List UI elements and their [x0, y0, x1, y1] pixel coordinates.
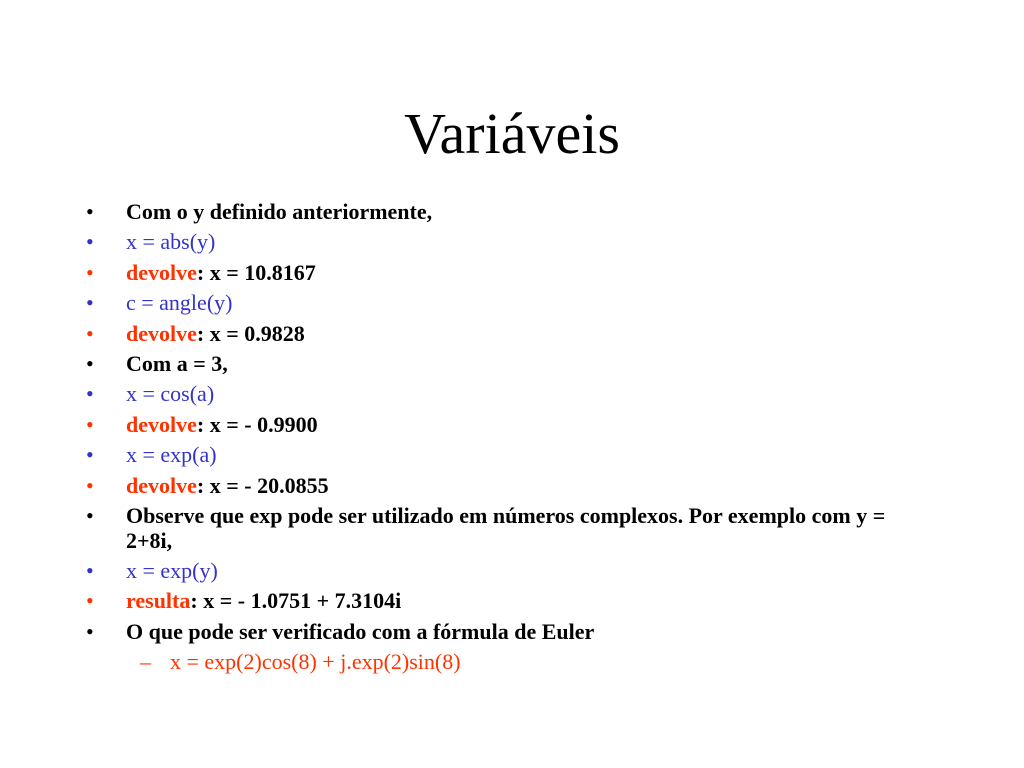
list-item — [0, 227, 1024, 257]
bullet-icon: • — [86, 259, 94, 285]
result-keyword: devolve — [126, 411, 197, 437]
list-item — [0, 556, 1024, 586]
bullet-icon: • — [86, 290, 94, 316]
bullet-icon: • — [86, 618, 94, 644]
bullet-list — [0, 197, 1024, 677]
list-item — [0, 410, 1024, 440]
formula-text: x = exp(2)cos(8) + j.exp(2)sin(8) — [170, 649, 461, 675]
list-item — [0, 319, 1024, 349]
sub-list-item — [0, 647, 1024, 677]
result-value: : x = - 20.0855 — [196, 472, 329, 498]
code-text: c = angle(y) — [126, 290, 233, 316]
bullet-text: Com a = 3, — [126, 350, 228, 376]
list-item — [0, 440, 1024, 470]
bullet-icon: • — [86, 199, 94, 224]
code-text: x = abs(y) — [126, 229, 216, 255]
list-item — [0, 617, 1024, 647]
list-item — [0, 471, 1024, 501]
bullet-icon: • — [86, 381, 94, 407]
result-keyword: devolve — [126, 472, 197, 498]
bullet-icon: • — [86, 350, 94, 376]
dash-icon: – — [140, 649, 151, 675]
slide-title: Variáveis — [404, 101, 620, 166]
bullet-icon: • — [86, 472, 94, 498]
bullet-icon: • — [86, 588, 94, 614]
bullet-icon: • — [86, 442, 94, 468]
result-keyword: devolve — [126, 259, 197, 285]
result-keyword: devolve — [126, 320, 197, 346]
result-value: : x = 0.9828 — [196, 320, 305, 346]
code-text: x = exp(a) — [126, 442, 217, 468]
bullet-text: Observe que exp pode ser utilizado em números complexos. Por exemplo com y = 2+8i, — [126, 502, 886, 553]
bullet-text: O que pode ser verificado com a fórmula de Euler — [126, 618, 595, 644]
bullet-icon: • — [86, 411, 94, 437]
code-text: x = cos(a) — [126, 381, 215, 407]
list-item — [0, 501, 1024, 556]
code-text: x = exp(y) — [126, 557, 218, 583]
bullet-text: Com o y definido anteriormente, — [126, 199, 433, 224]
list-item — [0, 288, 1024, 318]
bullet-icon: • — [86, 320, 94, 346]
list-item — [0, 197, 1024, 227]
list-item — [0, 349, 1024, 379]
result-keyword: resulta — [126, 588, 191, 614]
result-value: : x = 10.8167 — [196, 259, 316, 285]
bullet-icon: • — [86, 229, 94, 255]
list-item — [0, 379, 1024, 409]
result-value: : x = - 0.9900 — [196, 411, 318, 437]
list-item — [0, 258, 1024, 288]
list-item — [0, 586, 1024, 616]
bullet-icon: • — [86, 557, 94, 583]
bullet-icon: • — [86, 502, 94, 528]
result-value: : x = - 1.0751 + 7.3104i — [190, 588, 402, 614]
